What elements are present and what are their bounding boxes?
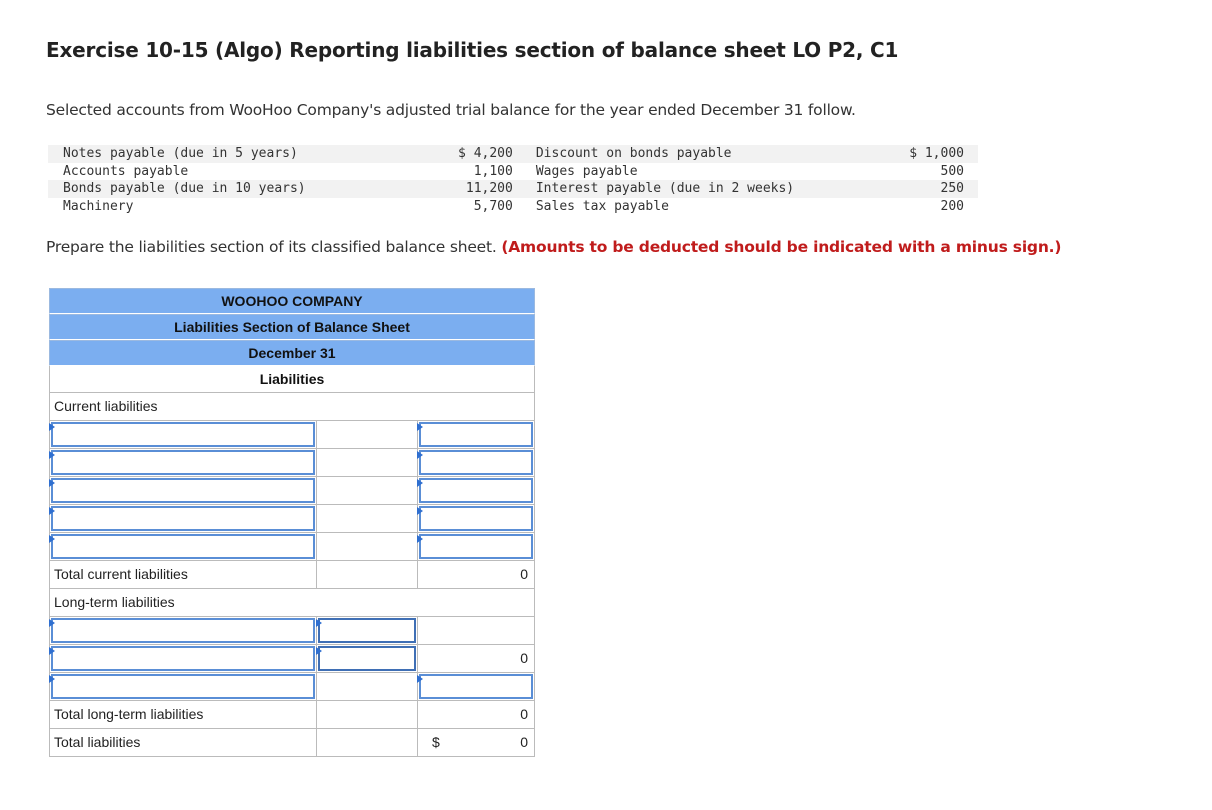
longterm-liability-row [49, 673, 535, 701]
total-current-liabilities-row [49, 561, 535, 589]
amount-cell [418, 477, 534, 504]
empty-cell [317, 449, 418, 476]
amount-cell [418, 505, 534, 532]
dropdown-flag-icon [49, 675, 55, 683]
account-name: Interest payable (due in 2 weeks) [521, 180, 871, 198]
account-name: Wages payable [535, 163, 638, 179]
empty-cell [317, 533, 418, 560]
total-liabilities-cell [418, 729, 534, 756]
account-amount: $ 4,200 [378, 145, 521, 163]
account-name: Machinery [63, 198, 134, 214]
account-amount: 250 [871, 180, 978, 198]
amount-cell [317, 617, 418, 644]
longterm-liabilities-label-row [49, 589, 535, 616]
instructions-text: Prepare the liabilities section of its classified balance sheet. [46, 238, 497, 256]
total-longterm-liabilities-row [49, 701, 535, 729]
intro-text: Selected accounts from WooHoo Company's adjusted trial balance for the year ended December 31 follow. [46, 101, 856, 119]
instructions [46, 238, 1061, 256]
longterm-liabilities-label: Long-term liabilities [54, 594, 175, 610]
total-current-liabilities-label: Total current liabilities [50, 561, 317, 588]
account-amount: 5,700 [473, 198, 513, 214]
account-name: Notes payable (due in 5 years) [48, 145, 378, 163]
amount-cell [418, 421, 534, 448]
dropdown-flag-icon [417, 675, 423, 683]
account-name: Bonds payable (due in 10 years) [48, 180, 378, 198]
amount-input[interactable] [419, 674, 533, 699]
amount-input[interactable] [419, 422, 533, 447]
company-name: WOOHOO COMPANY [49, 288, 535, 314]
account-select-cell [50, 421, 317, 448]
account-select-cell [50, 449, 317, 476]
amount-input[interactable] [419, 534, 533, 559]
empty-cell [317, 477, 418, 504]
amount-cell [418, 533, 534, 560]
current-liabilities-label: Current liabilities [54, 398, 158, 414]
amount-cell [418, 449, 534, 476]
total-current-liabilities-value: 0 [520, 566, 528, 582]
dropdown-flag-icon [49, 423, 55, 431]
dropdown-flag-icon [417, 535, 423, 543]
amount-cell [418, 673, 534, 700]
amount-input[interactable] [318, 618, 416, 643]
account-input[interactable] [51, 506, 315, 531]
empty-cell [418, 617, 534, 644]
current-liability-row [49, 420, 535, 449]
amount-input[interactable] [318, 646, 416, 671]
account-select-cell [50, 533, 317, 560]
amount-input[interactable] [419, 478, 533, 503]
instructions-note: (Amounts to be deducted should be indicated with a minus sign.) [501, 238, 1062, 256]
empty-cell [317, 505, 418, 532]
dropdown-flag-icon [417, 423, 423, 431]
account-amount: 500 [940, 163, 964, 179]
currency-symbol: $ [432, 734, 440, 750]
empty-cell [317, 729, 418, 756]
account-input[interactable] [51, 618, 315, 643]
amount-input[interactable] [419, 506, 533, 531]
amount-cell [317, 645, 418, 672]
amount-input[interactable] [419, 450, 533, 475]
account-amount: $ 1,000 [871, 145, 978, 163]
page-title: Exercise 10-15 (Algo) Reporting liabilities section of balance sheet LO P2, C1 [46, 38, 899, 62]
empty-cell [317, 561, 418, 588]
current-liabilities-label-row [49, 393, 535, 420]
account-select-cell [50, 617, 317, 644]
account-amount: 1,100 [473, 163, 513, 179]
current-liability-row [49, 477, 535, 505]
longterm-liability-row [49, 616, 535, 645]
empty-cell [317, 701, 418, 728]
account-input[interactable] [51, 478, 315, 503]
table-row [48, 198, 978, 216]
dropdown-flag-icon [417, 507, 423, 515]
empty-cell [317, 673, 418, 700]
account-input[interactable] [51, 422, 315, 447]
total-liabilities-row [49, 729, 535, 757]
dropdown-flag-icon [49, 535, 55, 543]
longterm-liability-row [49, 645, 535, 673]
account-amount: 11,200 [378, 180, 521, 198]
total-longterm-liabilities-label: Total long-term liabilities [50, 701, 317, 728]
account-select-cell [50, 505, 317, 532]
account-input[interactable] [51, 674, 315, 699]
account-input[interactable] [51, 534, 315, 559]
current-liability-row [49, 449, 535, 477]
dropdown-flag-icon [417, 479, 423, 487]
dropdown-flag-icon [316, 647, 322, 655]
dropdown-flag-icon [49, 451, 55, 459]
account-select-cell [50, 645, 317, 672]
statement-date: December 31 [49, 340, 535, 366]
account-name: Discount on bonds payable [521, 145, 871, 163]
dropdown-flag-icon [49, 647, 55, 655]
accounts-table [48, 145, 978, 215]
empty-cell [317, 421, 418, 448]
account-input[interactable] [51, 450, 315, 475]
dropdown-flag-icon [49, 507, 55, 515]
current-liability-row [49, 533, 535, 561]
dropdown-flag-icon [417, 451, 423, 459]
account-amount: 200 [940, 198, 964, 214]
section-heading: Liabilities [49, 366, 535, 393]
balance-sheet-form [49, 288, 535, 757]
statement-title: Liabilities Section of Balance Sheet [49, 314, 535, 340]
dropdown-flag-icon [49, 619, 55, 627]
account-input[interactable] [51, 646, 315, 671]
table-row [48, 163, 978, 181]
table-row [48, 180, 978, 198]
total-liabilities-value: 0 [520, 734, 528, 750]
table-row [48, 145, 978, 163]
computed-value: 0 [520, 650, 528, 666]
account-name: Accounts payable [63, 163, 189, 179]
account-select-cell [50, 477, 317, 504]
account-select-cell [50, 673, 317, 700]
account-name: Sales tax payable [535, 198, 669, 214]
total-longterm-liabilities-value: 0 [520, 706, 528, 722]
dropdown-flag-icon [49, 479, 55, 487]
dropdown-flag-icon [316, 619, 322, 627]
current-liability-row [49, 505, 535, 533]
total-liabilities-label: Total liabilities [50, 729, 317, 756]
